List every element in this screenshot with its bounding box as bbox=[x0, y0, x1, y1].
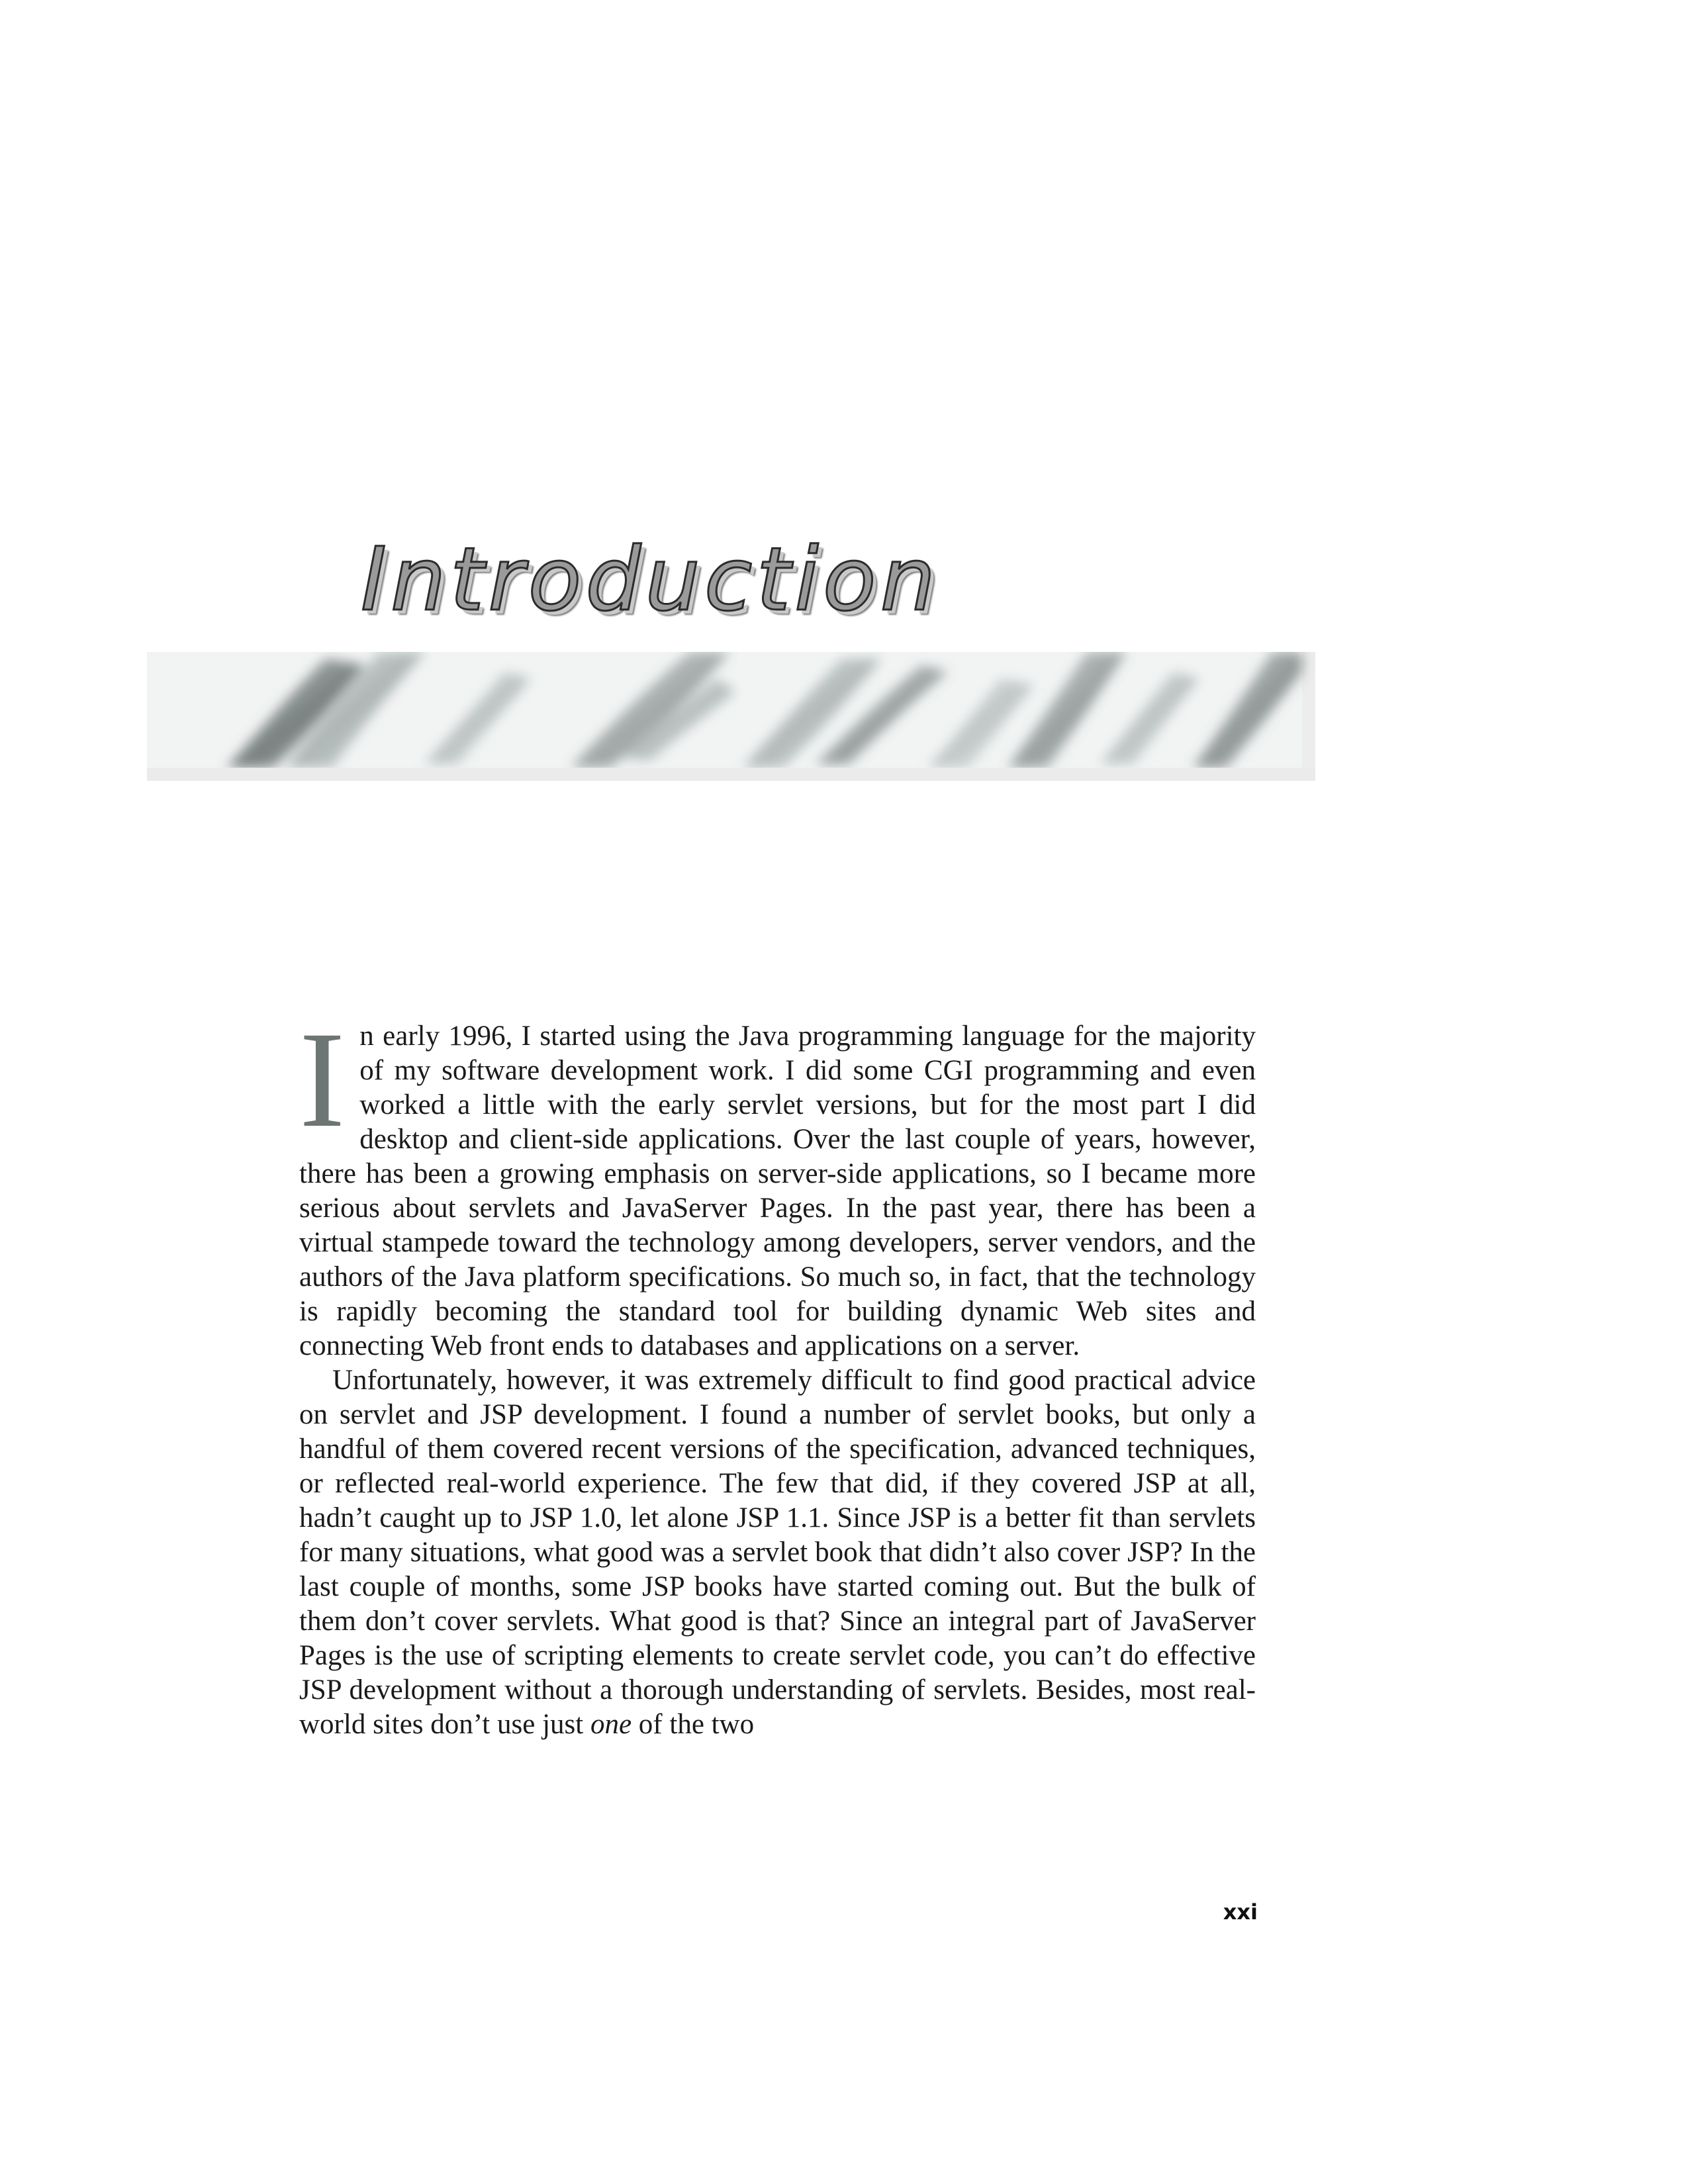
marble-texture-image bbox=[147, 652, 1315, 781]
paragraph-1-text: n early 1996, I started using the Java programming language for the majority of my software development work. I did some CGI programming and even worked a little with the early servlet versions, but for the most part I did desktop and client-side applications. Over the last couple of years, however, there has been a growing emphasis on server-side applications, so I became more serious about servlets and JavaServer Pages. In the past year, there has been a virtual stampede toward the technology among developers, server vendors, and the authors of the Java platform specifications. So much so, in fact, that the technology is rapidly becoming the standard tool for building dynamic Web sites and connecting Web front ends to databases and applications on a server. bbox=[299, 1021, 1256, 1361]
paragraph-2 bbox=[299, 1363, 1256, 1742]
page-number: xxi bbox=[1223, 1899, 1258, 1925]
paragraph-2-text-end: of the two bbox=[632, 1709, 755, 1740]
body-text bbox=[299, 1003, 1256, 1742]
drop-cap: I bbox=[299, 1003, 346, 1156]
paragraph-1 bbox=[299, 1003, 1256, 1363]
marble-banner bbox=[147, 652, 1315, 781]
chapter-title: Introduction bbox=[361, 529, 940, 631]
paragraph-2-text: Unfortunately, however, it was extremely difficult to find good practical advice on servlet and JSP development. I found a number of servlet books, but only a handful of them covered recent versions of the specification, advanced techniques, or reflected real-world experience. The few that did, if they covered JSP at all, hadn’t caught up to JSP 1.0, let alone JSP 1.1. Since JSP is a better fit than servlets for many situations, what good was a servlet book that didn’t also cover JSP? In the last couple of months, some JSP books have started coming out. But the bulk of them don’t cover servlets. What good is that? Since an integral part of JavaServer Pages is the use of scripting elements to create servlet code, you can’t do effective JSP development without a thorough understanding of servlets. Besides, most real-world sites don’t use just bbox=[299, 1365, 1256, 1740]
emphasis-one: one bbox=[590, 1709, 632, 1740]
